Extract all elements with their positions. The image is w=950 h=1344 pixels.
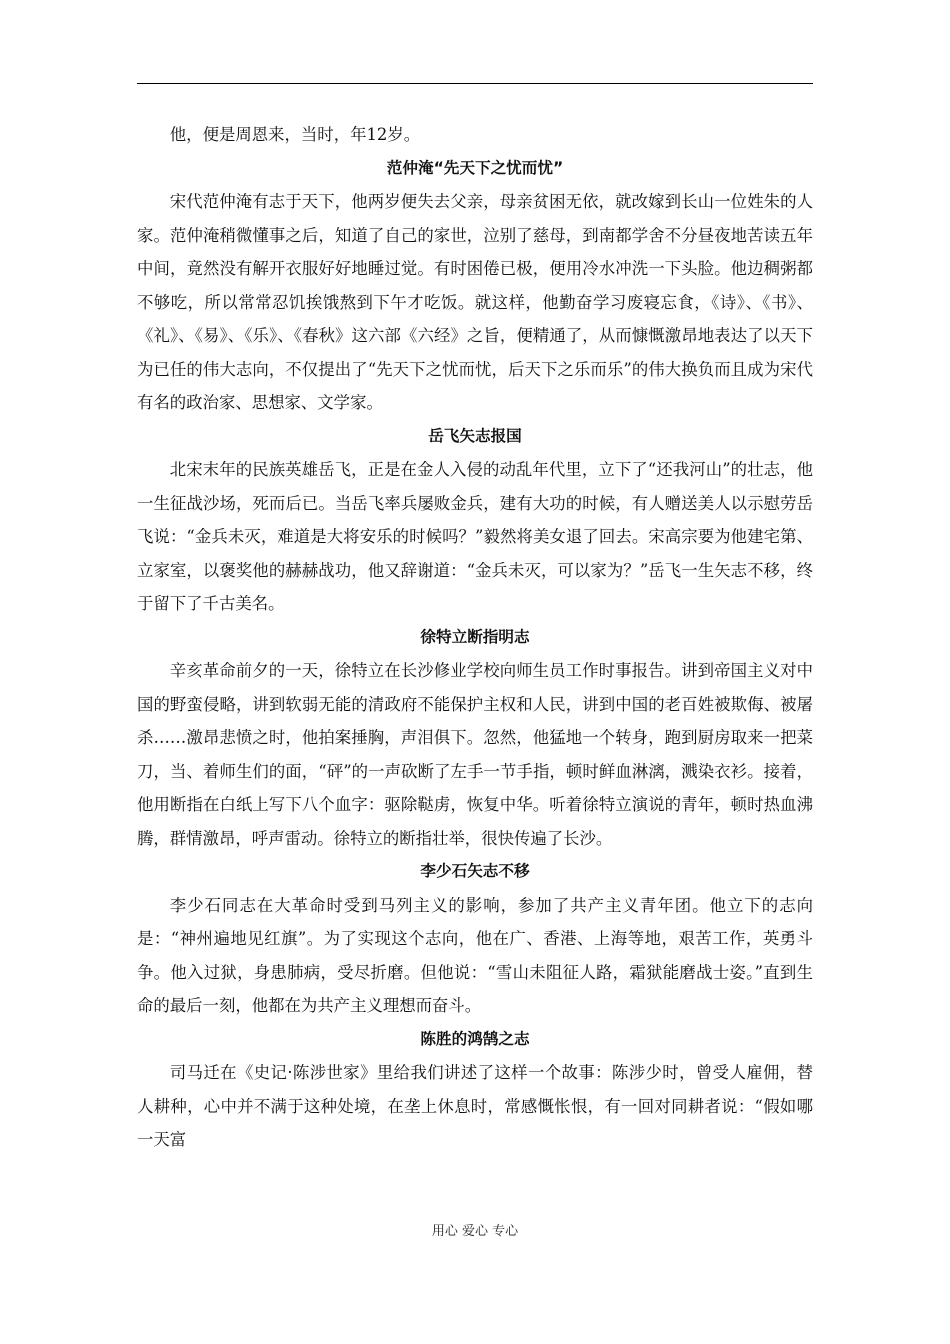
section-paragraph: 北宋末年的民族英雄岳飞，正是在金人入侵的动乱年代里，立下了“还我河山”的壮志，他一生征战沙场，死而后已。当岳飞率兵屡败金兵，建有大功的时候，有人赠送美人以示慰劳岳飞说：“金兵未灭，难道是大将安乐的时候吗？”毅然将美女退了回去。宋高宗要为他建宅第、立家室，以褒奖他的赫赫战功，他又辞谢道：“金兵未灭，可以家为？”岳飞一生矢志不移，终于留下了千古美名。 — [137, 460, 813, 613]
section-paragraph: 李少石同志在大革命时受到马列主义的影响，参加了共产主义青年团。他立下的志向是：“神州遍地见红旗”。为了实现这个志向，他在广、香港、上海等地，艰苦工作，英勇斗争。他入过狱，身患肺病，受尽折磨。但他说：“雪山未阻征人路，霜狱能磨战士姿。”直到生命的最后一刻，他都在为共产主义理想而奋斗。 — [137, 895, 813, 1015]
section-paragraph: 宋代范仲淹有志于天下，他两岁便失去父亲，母亲贫困无依，就改嫁到长山一位姓朱的人家。范仲淹稍微懂事之后，知道了自己的家世，泣别了慈母，到南都学舍不分昼夜地苦读五年中间，竟然没有解开衣服好好地睡过觉。有时困倦已极，便用冷水冲洗一下头脸。他边稠粥都不够吃，所以常常忍饥挨饿熬到下午才吃饭。就这样，他勤奋学习废寝忘食，《诗》、《书》、《礼》、《易》、《乐》、《春秋》这六部《六经》之旨，便精通了，从而慷慨激昂地表达了以天下为已任的伟大志向，不仅提出了“先天下之忧而忧，后天下之乐而乐”的伟大换负而且成为宋代有名的政治家、思想家、文学家。 — [137, 192, 813, 412]
section-title: 徐特立断指明志 — [420, 627, 530, 646]
header-rule — [137, 83, 813, 84]
section-paragraph: 司马迁在《史记·陈涉世家》里给我们讲述了这样一个故事：陈涉少时，曾受人雇佣，替人耕种，心中并不满于这种处境，在垄上休息时，常感慨怅恨，有一回对同耕者说：“假如哪一天富 — [137, 1063, 813, 1149]
document-body — [137, 118, 813, 1157]
section-paragraph: 辛亥革命前夕的一天，徐特立在长沙修业学校向师生员工作时事报告。讲到帝国主义对中国的野蛮侵略，讲到软弱无能的清政府不能保护主权和人民，讲到中国的老百姓被欺侮、被屠杀……激昂悲愤之时，他拍案捶胸，声泪俱下。忽然，他猛地一个转身，跑到厨房取来一把菜刀，当、着师生们的面，“砰”的一声砍断了左手一节手指，顿时鲜血淋漓，溅染衣衫。接着，他用断指在白纸上写下八个血字：驱除鞑虏，恢复中华。听着徐特立演说的青年，顿时热血沸腾，群情激昂，呼声雷动。徐特立的断指壮举，很快传遍了长沙。 — [137, 661, 813, 848]
section-title: 陈胜的鸿鹄之志 — [420, 1029, 530, 1048]
section-title: 岳飞矢志报国 — [428, 426, 522, 445]
page-footer: 用心 爱心 专心 — [431, 1224, 519, 1239]
section-title: 李少石矢志不移 — [420, 862, 530, 880]
intro-paragraph: 他，便是周恩来，当时，年12岁。 — [169, 125, 421, 144]
section-title: 范仲淹“先天下之忧而忧” — [386, 158, 564, 177]
